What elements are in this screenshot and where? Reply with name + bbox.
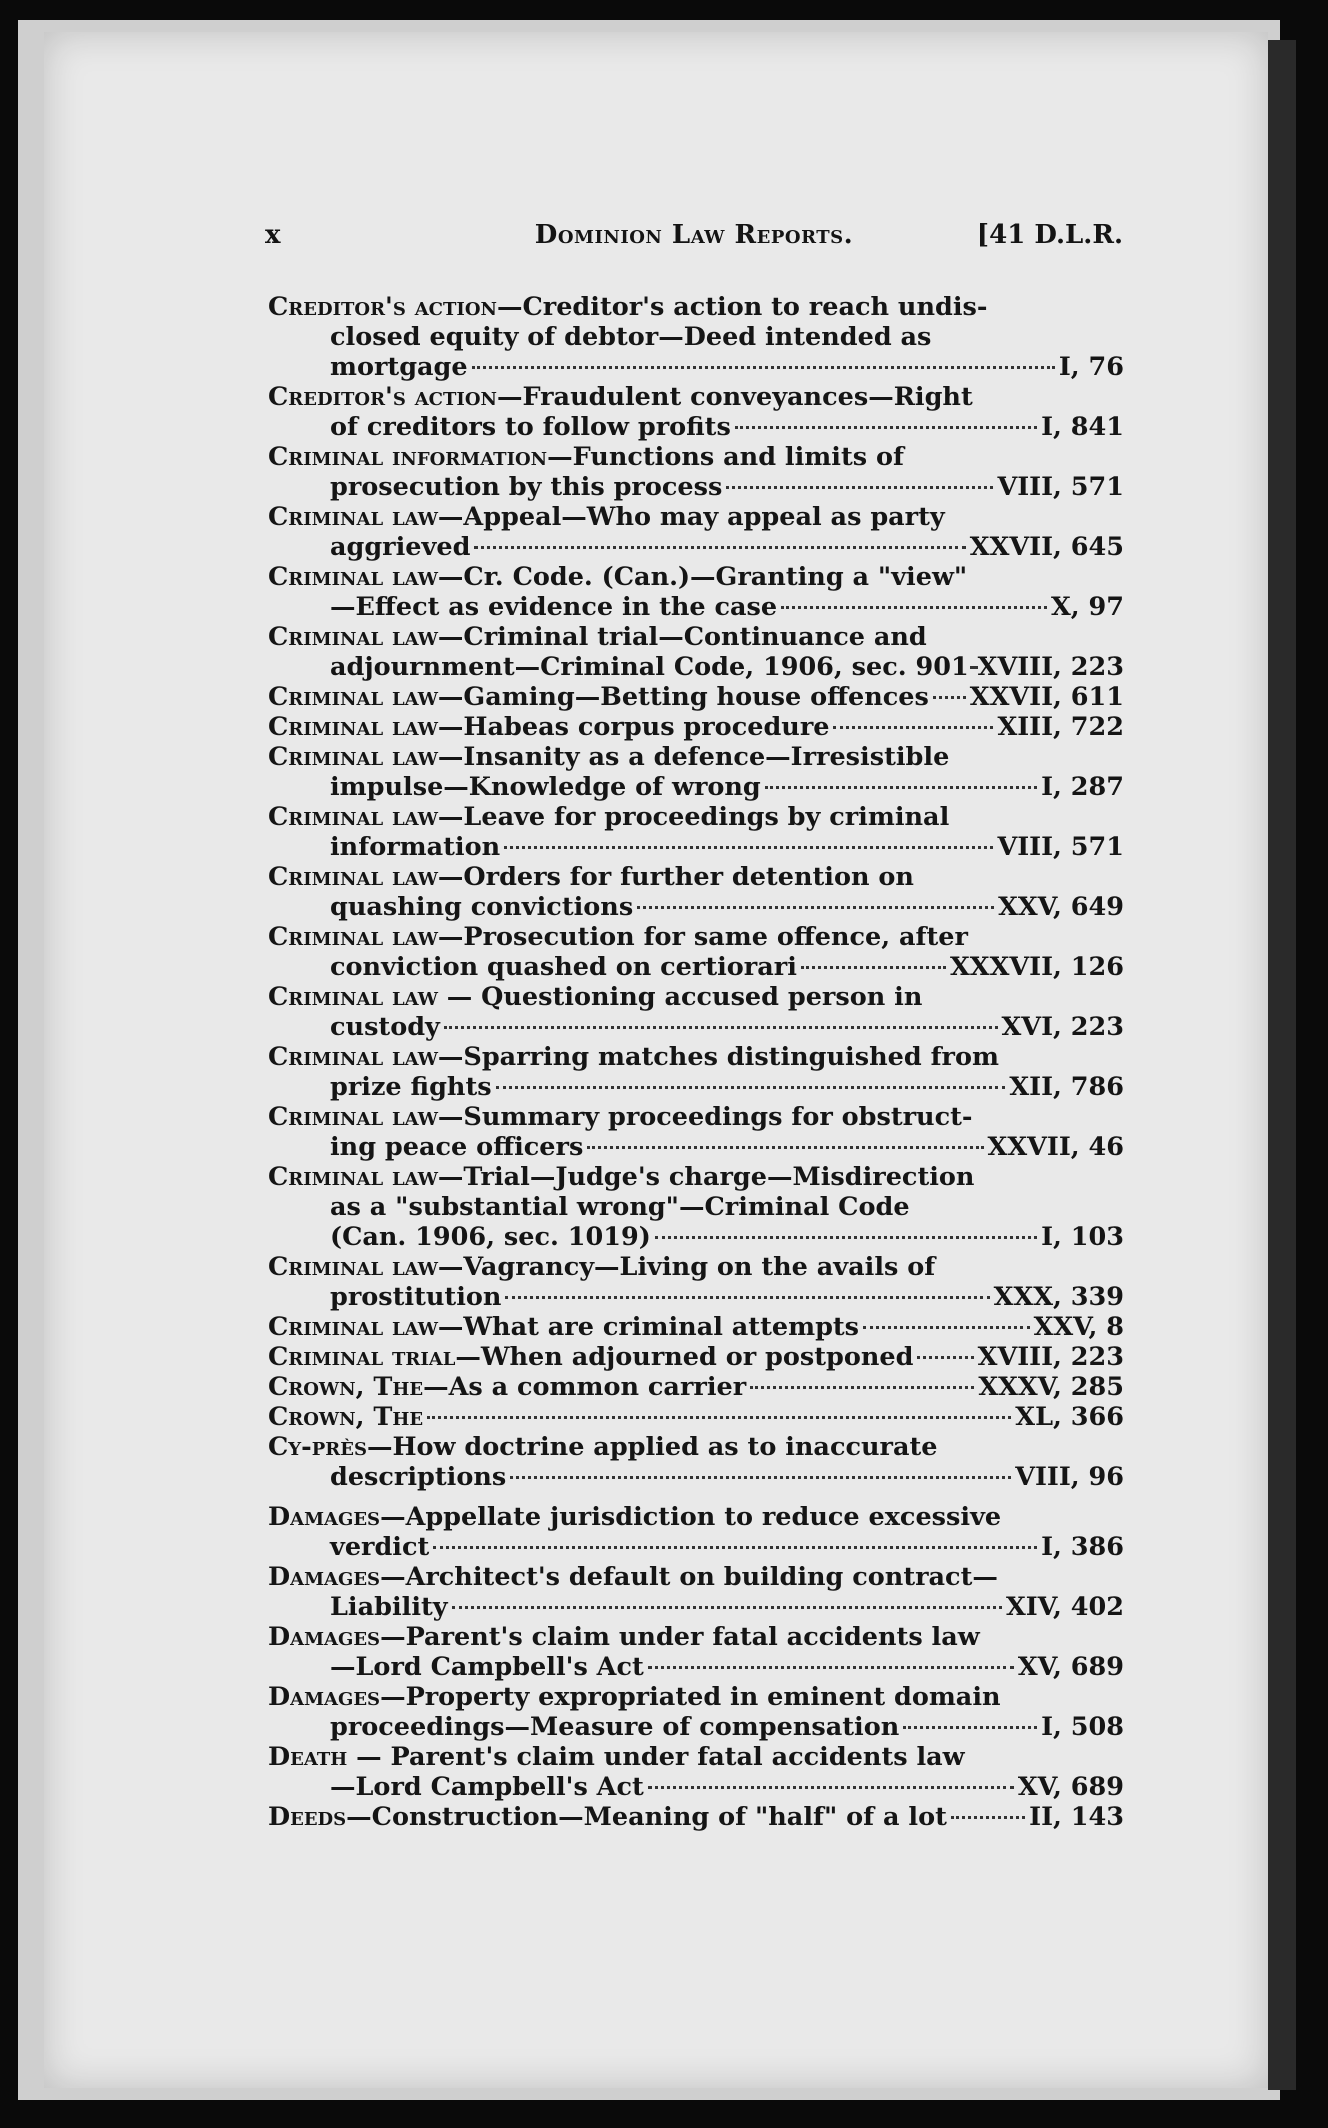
index-entry [268,862,1124,922]
index-entry [268,1622,1124,1682]
dot-leader [765,786,1037,789]
running-header [265,218,1123,258]
entry-text [330,412,731,442]
binding-shadow [1268,40,1296,2090]
index-entry [268,292,1124,382]
entry-line [268,1342,1124,1372]
entry-line [268,1012,1124,1042]
entry-heading: Cy-près [268,1432,367,1462]
entry-heading: Damages [268,1622,381,1652]
entry-line [268,322,1124,352]
volume-page-ref: I, 386 [1041,1532,1124,1562]
entry-line [268,682,1124,712]
volume-page-ref: VIII, 96 [1015,1462,1124,1492]
volume-page-ref: I, 103 [1041,1222,1124,1252]
entry-subject: verdict [330,1532,430,1562]
dot-leader [587,1146,983,1149]
dot-leader [433,1546,1037,1549]
index-entry [268,1562,1124,1622]
entry-text [268,1402,423,1432]
entry-line [268,1712,1124,1742]
dot-leader [903,1726,1037,1729]
entry-subject: impulse—Knowledge of wrong [330,772,761,802]
entry-subject: —Trial—Judge's charge—Misdirection [437,1162,975,1192]
page-number: x [265,220,281,250]
entry-text [330,1462,506,1492]
entry-heading: Criminal law [268,802,438,832]
entry-line [268,1192,1124,1222]
dot-leader [444,1026,998,1029]
entry-line [268,442,1124,472]
volume-page-ref: XXV, 649 [998,892,1124,922]
entry-subject: —Fraudulent conveyances—Right [496,382,973,412]
entry-subject: custody [330,1012,440,1042]
entry-text [268,682,929,712]
entry-line [268,1622,1124,1652]
dot-leader [951,1816,1025,1819]
entry-subject: —Property expropriated in eminent domain [380,1682,1001,1712]
index-entry [268,1162,1124,1252]
entry-text [268,712,829,742]
entry-line [268,1742,1124,1772]
entry-text [268,1372,746,1402]
index-entry [268,982,1124,1042]
entry-line [268,1502,1124,1532]
entry-text [268,1802,947,1832]
entry-heading: Crown, The [268,1372,424,1402]
entry-heading: Damages [268,1502,381,1532]
volume-page-ref: VIII, 571 [997,472,1124,502]
entry-line [268,1312,1124,1342]
entry-subject: conviction quashed on certiorari [330,952,797,982]
index-entry [268,622,1124,682]
index-entry [268,1742,1124,1802]
entry-text [330,952,797,982]
dot-leader [648,1786,1014,1789]
entry-heading: Creditor's action [268,382,497,412]
entry-line [268,472,1124,502]
dot-leader [504,846,993,849]
entry-line [268,1462,1124,1492]
volume-page-ref: XV, 689 [1017,1652,1124,1682]
entry-heading: Damages [268,1682,381,1712]
dot-leader [750,1386,974,1389]
entry-text [268,1622,980,1652]
entry-text [268,1562,998,1592]
entry-text [330,1072,492,1102]
index-entry [268,1432,1124,1492]
entry-subject: —Functions and limits of [547,442,904,472]
volume-page-ref: XII, 786 [1009,1072,1124,1102]
entry-heading: Criminal law [268,682,438,712]
entry-text [330,1282,501,1312]
entry-heading: Criminal law [268,742,438,772]
entry-line [268,712,1124,742]
dot-leader [801,966,946,969]
entry-line [268,652,1124,682]
entry-text [268,742,949,772]
dot-leader [474,546,965,549]
entry-line [268,1132,1124,1162]
volume-page-ref: XXX, 339 [993,1282,1124,1312]
entry-text [330,1652,644,1682]
entry-subject: —What are criminal attempts [437,1312,860,1342]
entry-line [268,1402,1124,1432]
dot-leader [648,1666,1014,1669]
entry-line [268,532,1124,562]
entry-heading: Criminal law [268,862,438,892]
entry-text [268,862,914,892]
index-entry [268,1312,1124,1342]
dot-leader [452,1606,1002,1609]
entry-text [330,652,969,682]
volume-page-ref: XIII, 722 [997,712,1124,742]
entry-text [330,352,468,382]
dot-leader [505,1296,989,1299]
entry-line [268,832,1124,862]
entry-subject: descriptions [330,1462,507,1492]
volume-page-ref: XXXVII, 126 [950,952,1124,982]
entry-heading: Deeds [268,1802,347,1832]
entry-subject: —Summary proceedings for obstruct- [437,1102,973,1132]
entry-text [268,1342,913,1372]
volume-page-ref: I, 508 [1041,1712,1124,1742]
entry-text [268,442,904,472]
entry-subject: (Can. 1906, sec. 1019) [330,1222,651,1252]
entry-line [268,1372,1124,1402]
entry-heading: Criminal trial [268,1342,456,1372]
entry-text [268,502,945,532]
entry-subject: — Questioning accused person in [437,982,923,1012]
entry-subject: —As a common carrier [423,1372,747,1402]
entry-subject: —Insanity as a defence—Irresistible [437,742,950,772]
entry-text [330,1712,899,1742]
entry-line [268,562,1124,592]
entry-line [268,352,1124,382]
index-entry [268,1102,1124,1162]
entry-subject: —Architect's default on building contract— [380,1562,998,1592]
entry-subject: —Lord Campbell's Act [330,1772,644,1802]
entry-text [268,802,949,832]
entry-subject: prize fights [330,1072,492,1102]
entry-line [268,802,1124,832]
index-entry [268,562,1124,622]
volume-page-ref: II, 143 [1029,1802,1124,1832]
entry-subject: —Effect as evidence in the case [330,592,778,622]
entry-text [330,1592,448,1622]
index-entry [268,742,1124,802]
entry-heading: Criminal law [268,712,438,742]
entry-subject: adjournment—Criminal Code, 1906, sec. 901 [330,652,969,682]
volume-page-ref: XVI, 223 [1001,1012,1124,1042]
entry-heading: Criminal information [268,442,548,472]
index-entry [268,1042,1124,1102]
dot-leader [637,906,994,909]
entry-subject: prostitution [330,1282,502,1312]
index-entry [268,1802,1124,1832]
entry-line [268,892,1124,922]
entry-text [268,622,927,652]
entry-text [268,1432,938,1462]
volume-page-ref: XVIII, 223 [977,1342,1124,1372]
entry-subject: mortgage [330,352,468,382]
entry-subject: —Leave for proceedings by criminal [437,802,950,832]
entry-subject: closed equity of debtor—Deed intended as [330,322,932,352]
entry-line [268,982,1124,1012]
entry-text [268,292,987,322]
entry-heading: Damages [268,1562,381,1592]
entry-heading: Criminal law [268,1042,438,1072]
entry-subject: —Orders for further detention on [437,862,914,892]
entry-subject: —Creditor's action to reach undis- [496,292,988,322]
entry-subject: —Appellate jurisdiction to reduce excessive [380,1502,1002,1532]
entry-subject: —Lord Campbell's Act [330,1652,644,1682]
entry-text [268,1502,1001,1532]
dot-leader [496,1086,1006,1089]
entry-subject: —Appeal—Who may appeal as party [437,502,945,532]
entry-text [268,382,973,412]
entry-line [268,1562,1124,1592]
entry-heading: Criminal law [268,982,438,1012]
dot-leader [863,1326,1030,1329]
dot-leader [427,1416,1011,1419]
entry-text [330,322,931,352]
volume-page-ref: I, 287 [1041,772,1124,802]
index-entry [268,1342,1124,1372]
entry-line [268,1252,1124,1282]
entry-line [268,1282,1124,1312]
entry-subject: of creditors to follow profits [330,412,731,442]
entry-line [268,1072,1124,1102]
entry-text [330,1532,429,1562]
index-entry [268,802,1124,862]
entry-line [268,1802,1124,1832]
volume-page-ref: VIII, 571 [997,832,1124,862]
entry-line [268,1042,1124,1072]
entry-heading: Creditor's action [268,292,497,322]
index-entry [268,442,1124,502]
volume-page-ref: XL, 366 [1015,1402,1124,1432]
dot-leader [833,726,993,729]
volume-page-ref: XV, 689 [1017,1772,1124,1802]
entry-subject: Liability [330,1592,448,1622]
dot-leader [735,426,1037,429]
entry-line [268,412,1124,442]
entry-subject: —Parent's claim under fatal accidents law [380,1622,980,1652]
entry-heading: Criminal law [268,1102,438,1132]
entry-text [268,982,922,1012]
entry-subject: —How doctrine applied as to inaccurate [366,1432,938,1462]
entry-text [268,922,968,952]
entry-line [268,1432,1124,1462]
index-entry [268,502,1124,562]
entry-text [330,1222,651,1252]
entry-text [330,1132,583,1162]
entry-line [268,1592,1124,1622]
index-entry [268,1402,1124,1432]
dot-leader [472,366,1055,369]
entry-subject: — Parent's claim under fatal accidents law [347,1742,965,1772]
volume-page-ref: XXVII, 645 [969,532,1124,562]
volume-page-ref: XXVII, 611 [969,682,1124,712]
entry-subject: prosecution by this process [330,472,723,502]
entry-subject: quashing convictions [330,892,634,922]
entry-heading: Death [268,1742,348,1772]
entry-text [268,562,967,592]
dot-leader [726,486,993,489]
entry-heading: Criminal law [268,1252,438,1282]
entry-line [268,1222,1124,1252]
entry-subject: —Criminal trial—Continuance and [437,622,927,652]
volume-page-ref: XXXV, 285 [978,1372,1124,1402]
index-entry [268,1372,1124,1402]
index-entry [268,682,1124,712]
entry-heading: Criminal law [268,922,438,952]
entry-text [330,592,777,622]
entry-heading: Criminal law [268,502,438,532]
index-entry [268,1252,1124,1312]
entry-line [268,622,1124,652]
entry-line [268,502,1124,532]
entry-line [268,382,1124,412]
entry-heading: Criminal law [268,622,438,652]
entry-heading: Criminal law [268,562,438,592]
entry-subject: —Cr. Code. (Can.)—Granting a "view" [437,562,968,592]
entry-subject: —Gaming—Betting house offences [437,682,929,712]
entry-subject: —Construction—Meaning of "half" of a lot [346,1802,947,1832]
entry-subject: ing peace officers [330,1132,584,1162]
entry-line [268,1772,1124,1802]
entry-text [330,1772,644,1802]
entry-line [268,1682,1124,1712]
entry-line [268,742,1124,772]
page-title: Dominion Law Reports. [534,220,854,250]
entry-heading: Criminal law [268,1162,438,1192]
entry-text [330,832,500,862]
dot-leader [655,1236,1037,1239]
entry-text [268,1162,974,1192]
entry-text [268,1682,1001,1712]
entry-line [268,772,1124,802]
dot-leader [933,696,966,699]
entry-text [330,1192,910,1222]
entry-subject: —Prosecution for same offence, after [437,922,968,952]
entry-text [330,472,722,502]
entry-line [268,922,1124,952]
volume-page-ref: I, 841 [1041,412,1124,442]
dot-leader [781,606,1047,609]
entry-text [330,892,633,922]
volume-page-ref: XIV, 402 [1005,1592,1124,1622]
entry-heading: Crown, The [268,1402,424,1432]
index-entry [268,712,1124,742]
entry-subject: as a "substantial wrong"—Criminal Code [330,1192,910,1222]
volume-page-ref: XXV, 8 [1033,1312,1124,1342]
entry-line [268,1652,1124,1682]
entry-line [268,952,1124,982]
entry-subject: aggrieved [330,532,471,562]
entry-subject: —Vagrancy—Living on the avails of [437,1252,936,1282]
entry-subject: —Sparring matches distinguished from [437,1042,999,1072]
entry-text [268,1312,859,1342]
index-entry [268,1502,1124,1562]
index-entry [268,1682,1124,1742]
index-list [268,292,1124,1832]
entry-line [268,1162,1124,1192]
entry-subject: proceedings—Measure of compensation [330,1712,900,1742]
entry-text [330,772,761,802]
volume-page-ref: I, 76 [1058,352,1124,382]
dot-leader [917,1356,973,1359]
index-entry [268,922,1124,982]
index-entry [268,382,1124,442]
entry-line [268,1102,1124,1132]
entry-text [268,1252,935,1282]
entry-subject: information [330,832,501,862]
entry-text [268,1742,965,1772]
entry-subject: —When adjourned or postponed [455,1342,914,1372]
entry-line [268,592,1124,622]
entry-text [268,1042,999,1072]
entry-text [268,1102,973,1132]
entry-line [268,292,1124,322]
entry-text [330,1012,440,1042]
volume-page-ref: XVIII, 223 [977,652,1124,682]
entry-subject: —Habeas corpus procedure [437,712,830,742]
entry-line [268,1532,1124,1562]
entry-line [268,862,1124,892]
dot-leader [973,666,974,669]
dot-leader [510,1476,1011,1479]
volume-page-ref: X, 97 [1050,592,1124,622]
volume-page-ref: XXVII, 46 [987,1132,1124,1162]
volume-reference: [41 D.L.R. [976,220,1123,250]
entry-heading: Criminal law [268,1312,438,1342]
entry-text [330,532,470,562]
